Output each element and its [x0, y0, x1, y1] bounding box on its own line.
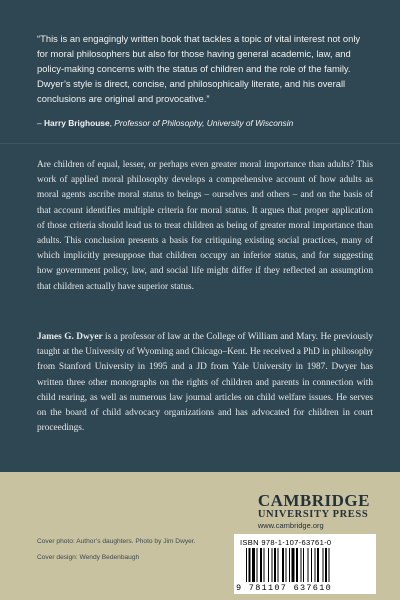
barcode-bar	[264, 548, 265, 582]
bio-paragraph	[37, 330, 373, 436]
barcode-bar	[249, 548, 251, 582]
barcode	[234, 534, 376, 594]
barcode-bar	[317, 548, 319, 582]
divider-line	[0, 143, 400, 144]
endorser-title: Professor of Philosophy, University of Wisconsin	[114, 118, 294, 128]
attribution-separator: ,	[109, 118, 115, 128]
barcode-bar	[278, 548, 279, 582]
barcode-bar	[311, 548, 312, 582]
barcode-bar	[329, 548, 330, 582]
book-description	[37, 158, 373, 295]
attribution-dash: –	[37, 118, 44, 128]
publisher-name: CAMBRIDGE	[257, 491, 370, 510]
barcode-bar	[323, 548, 324, 582]
barcode-bar	[252, 548, 255, 582]
barcode-bar	[296, 548, 298, 582]
barcode-bar	[289, 548, 290, 582]
barcode-bar	[268, 548, 269, 582]
barcode-bar	[246, 548, 247, 582]
barcode-bar	[286, 548, 287, 582]
publisher-subname: UNIVERSITY PRESS	[257, 509, 369, 520]
barcode-bar	[325, 548, 327, 582]
cover-photo-credit: Cover photo: Author’s daughters. Photo by Jim Dwyer.	[37, 538, 196, 545]
quote-attribution	[37, 118, 377, 128]
barcode-bars	[244, 548, 370, 582]
publisher-url: www.cambridge.org	[257, 521, 324, 530]
quote-text: “This is an engagingly written book that tackles a topic of vital interest not only for moral philosophers but also for those having general academic, law, and policy-making concerns with the status of children and the role of the family. Dwyer’s style is direct, concise, and philosophically literate, and his overall conclusions are original and provocative.”	[37, 33, 361, 104]
barcode-bar	[315, 548, 316, 582]
barcode-digits: 9 781107 637610	[236, 583, 333, 593]
publisher-logo	[258, 492, 370, 531]
barcode-bar	[292, 548, 295, 582]
barcode-bar	[274, 548, 276, 582]
barcode-bar	[282, 548, 284, 582]
author-name: James G. Dwyer	[37, 332, 103, 342]
author-bio	[37, 330, 373, 436]
barcode-bar	[257, 548, 258, 582]
cover-design-credit: Cover design: Wendy Bedenbaugh	[37, 554, 140, 561]
endorsement-quote	[37, 32, 367, 107]
barcode-bar	[308, 548, 309, 582]
barcode-bar	[272, 548, 273, 582]
barcode-bar	[260, 548, 262, 582]
barcode-bar	[301, 548, 302, 582]
barcode-bar	[303, 548, 304, 582]
description-text: Are children of equal, lesser, or perhaps even greater moral importance than adults? This work of applied moral philosophy develops a comprehensive account of how adults as moral agents ascribe moral status to beings – ourselves and others – and on the basis of that account identifies multiple criteria for moral status. It argues that proper application of those criteria should lead us to treat children as being of greater moral importance than adults. This conclusion presents a basis for critiquing existing social practices, many of which implicitly presuppose that children occupy an inferior status, and for suggesting how government policy, law, and social life might differ if they reflected an assumption that children actually have superior status.	[37, 160, 373, 292]
isbn-label: ISBN 978-1-107-63761-0	[240, 538, 332, 547]
bio-text: is a professor of law at the College of William and Mary. He previously taught at the University of Wyoming and Chicago–Kent. He received a PhD in philosophy from Stanford University in 1995 and a JD from Yale University in 1987. Dwyer has written three other monographs on the rights of children and parents in connection with child rearing, as well as numerous law journal articles on child welfare issues. He serves on the board of child advocacy organizations and has advocated for children in court proceedings.	[37, 332, 373, 434]
bottom-band	[0, 472, 400, 600]
endorser-name: Harry Brighouse	[44, 118, 110, 128]
